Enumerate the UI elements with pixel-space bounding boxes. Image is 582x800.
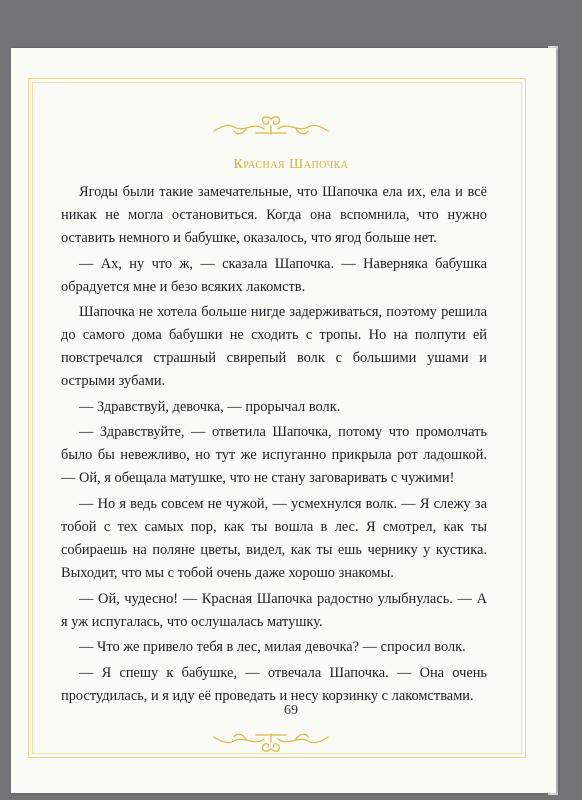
page-number: 69 (284, 703, 298, 718)
paragraph: Шапочка не хотела больше нигде задерживаться, поэтому решила до самого дома бабушки не сходить с тропы. Но на полпути ей повстречался страшный свирепый волк с большими ушами и острыми зубами. (61, 304, 487, 390)
paragraph: — Здравствуйте, — ответила Шапочка, потому что промолчать было бы невежливо, но тут же испуганно прикрыла рот ладошкой. — Ой, я обещала матушке, что не стану заговаривать с чужими! (61, 424, 487, 487)
paragraph: — Ах, ну что ж, — сказала Шапочка. — Наверняка бабушка обрадуется мне и безо всяких лакомств. (61, 255, 487, 295)
paragraph: — Что же привело тебя в лес, милая девочка? — спросил волк. (79, 639, 466, 656)
paragraph: — Ой, чудесно! — Красная Шапочка радостно улыбнулась. — А я уж испугалась, что ослушалась матушку. (61, 590, 487, 630)
chapter-title: Красная Шапочка (233, 157, 349, 172)
body-text (61, 181, 487, 710)
top-ornament-icon (206, 113, 336, 139)
paragraph: — Здравствуй, девочка, — прорычал волк. (79, 398, 341, 415)
paragraph: — Я спешу к бабушке, — отвечала Шапочка. — Она очень простудилась, и я иду её проведать и несу корзинку с лакомствами. (61, 664, 487, 704)
bottom-ornament-icon (206, 729, 336, 755)
paragraph: — Но я ведь совсем не чужой, — усмехнулся волк. — Я слежу за тобой с тех самых пор, как ты вошла в лес. Я смотрел, как ты собираешь на поляне цветы, видел, как ты ешь чернику у кустика. Выходит, что мы с тобой очень даже хорошо знакомы. (61, 495, 487, 581)
paragraph: Ягоды были такие замечательные, что Шапочка ела их, ела и всё никак не могла остановиться. Когда она вспомнила, что нужно оставить немного и бабушке, оказалось, что ягод больше нет. (61, 184, 487, 246)
